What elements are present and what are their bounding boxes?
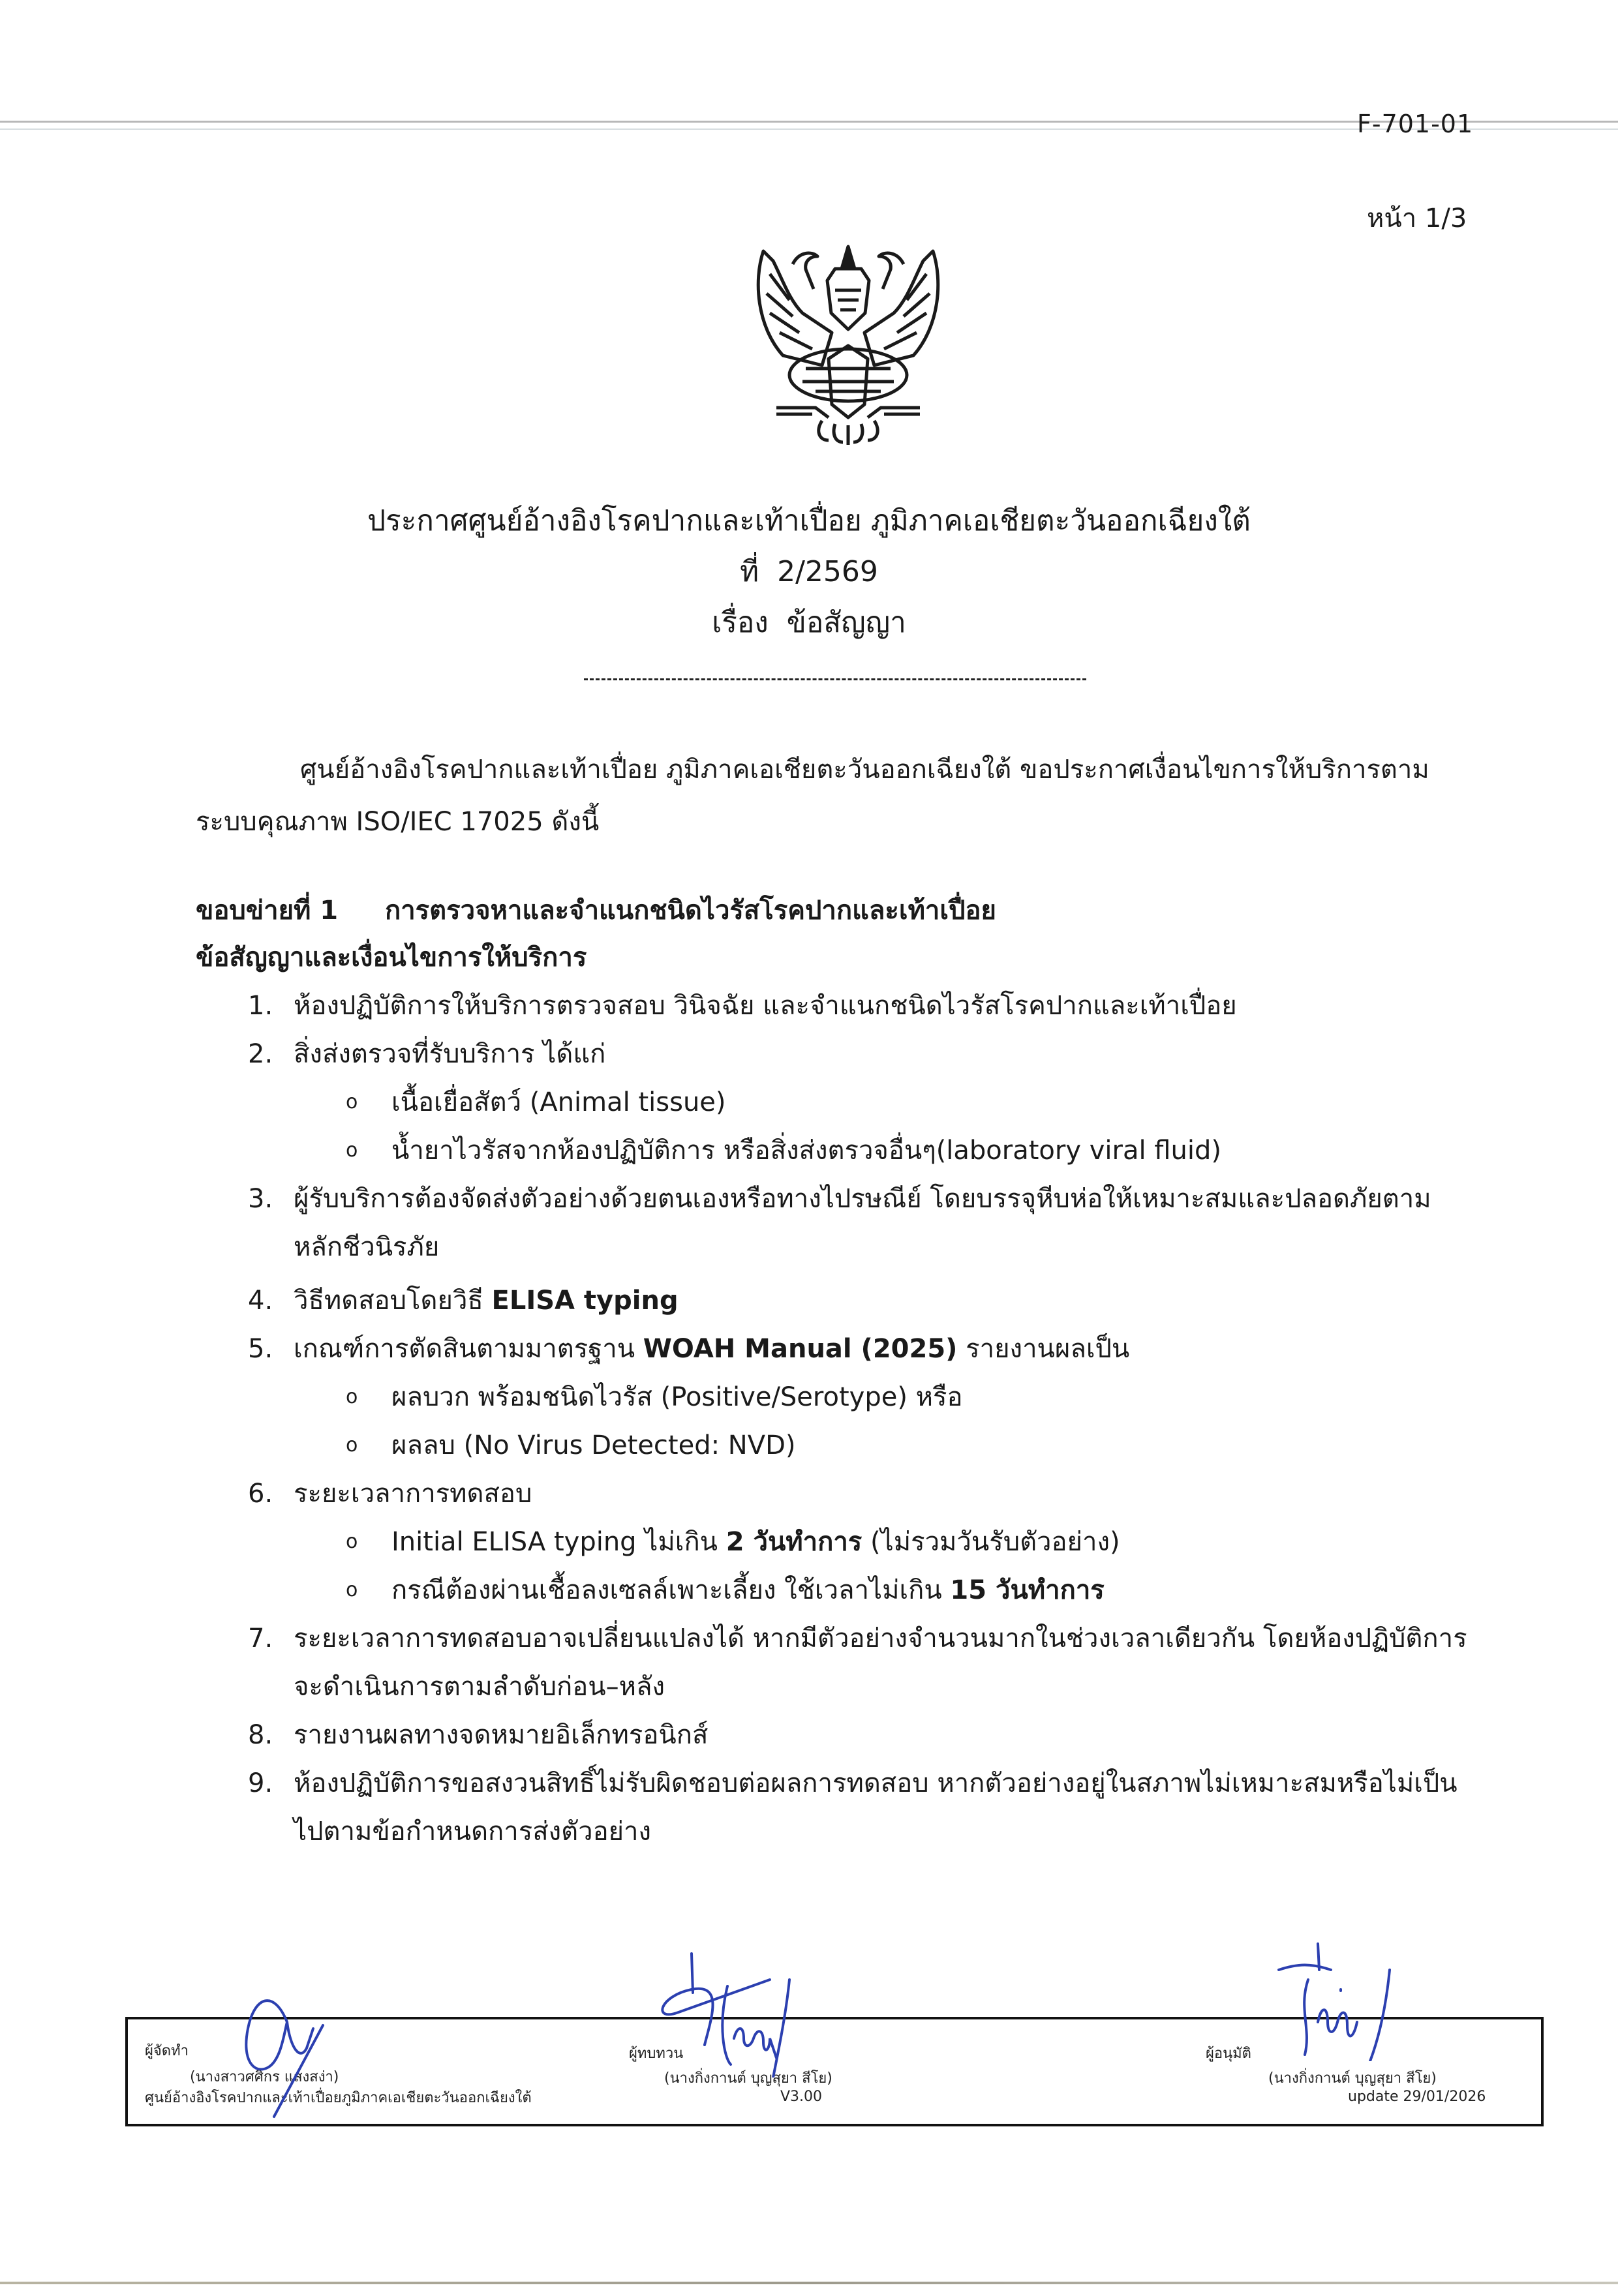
sub-list-item: o เนื้อเยื่อสัตว์ (Animal tissue): [196, 1078, 1474, 1126]
bullet-circle-icon: o: [346, 1578, 358, 1601]
sub-list-item: o กรณีต้องผ่านเชื้อลงเซลล์เพาะเลี้ยง ใช้เวลาไม่เกิน 15 วันทำการ: [196, 1566, 1474, 1614]
document-code: F-701-01: [1357, 110, 1474, 138]
approved-by-label: ผู้อนุมัติ: [1206, 2046, 1251, 2062]
prepared-by-label: ผู้จัดทำ: [145, 2043, 189, 2059]
announcement-title: [0, 496, 1618, 648]
page-number: หน้า 1/3: [1367, 204, 1467, 234]
scan-bottom-edge: [0, 2282, 1618, 2284]
list-item: 6. ระยะเวลาการทดสอบ: [248, 1479, 532, 1509]
signature-preparer-icon: [209, 1989, 326, 2120]
sub-list-item: o น้ำยาไวรัสจากห้องปฏิบัติการ หรือสิ่งส่งตรวจอื่นๆ(laboratory viral fluid): [196, 1126, 1474, 1175]
list-item: 1. ห้องปฏิบัติการให้บริการตรวจสอบ วินิจฉัย และจำแนกชนิดไวรัสโรคปากและเท้าเปื่อย: [248, 991, 1237, 1021]
scope-section-heading: [196, 887, 996, 981]
list-item: 4. วิธีทดสอบโดยวิธี ELISA typing: [248, 1286, 679, 1316]
title-organization: ประกาศศูนย์อ้างอิงโรคปากและเท้าเปื่อย ภูมิภาคเอเชียตะวันออกเฉียงใต้: [367, 504, 1251, 537]
title-number: ที่ 2/2569: [740, 555, 878, 588]
dashed-divider: [584, 678, 1086, 680]
approved-by-name: (นางกิ่งกานต์ บุญสุยา สีโย): [1268, 2070, 1437, 2087]
scope-number: ขอบข่ายที่ 1: [196, 896, 339, 926]
bullet-circle-icon: o: [346, 1139, 358, 1162]
list-item: 2. สิ่งส่งตรวจที่รับบริการ ได้แก่: [248, 1039, 606, 1069]
list-item: 8. รายงานผลทางจดหมายอิเล็กทรอนิกส์: [248, 1720, 709, 1750]
title-subject: เรื่อง ข้อสัญญา: [712, 606, 906, 639]
bullet-circle-icon: o: [346, 1385, 358, 1408]
reviewed-by-name: (นางกิ่งกานต์ บุญสุยา สีโย): [664, 2070, 832, 2087]
scope-title: การตรวจหาและจำแนกชนิดไวรัสโรคปากและเท้าเปื่อย: [385, 896, 996, 926]
version-label: V3.00: [780, 2089, 823, 2105]
prepared-by-organization: ศูนย์อ้างอิงโรคปากและเท้าเปื่อยภูมิภาคเอเชียตะวันออกเฉียงใต้: [145, 2090, 532, 2106]
bullet-circle-icon: o: [346, 1530, 358, 1553]
bullet-circle-icon: o: [346, 1434, 358, 1457]
list-item: 3. ผู้รับบริการต้องจัดส่งตัวอย่างด้วยตนเองหรือทางไปรษณีย์ โดยบรรจุหีบห่อให้เหมาะสมและปลอดภัยตามหลักชีวนิรภัย: [248, 1184, 1431, 1262]
list-item: 7. ระยะเวลาการทดสอบอาจเปลี่ยนแปลงได้ หากมีตัวอย่างจำนวนมากในช่วงเวลาเดียวกัน โดยห้องปฏิบัติการจะดำเนินการตามลำดับก่อน–หลัง: [248, 1624, 1467, 1702]
list-item: 9. ห้องปฏิบัติการขอสงวนสิทธิ์ไม่รับผิดชอบต่อผลการทดสอบ หากตัวอย่างอยู่ในสภาพไม่เหมาะสมหรือไม่เป็นไปตามข้อกำหนดการส่งตัวอย่าง: [248, 1768, 1458, 1847]
list-item: 5. เกณฑ์การตัดสินตามมาตรฐาน WOAH Manual (2025) รายงานผลเป็น: [248, 1334, 1130, 1364]
sub-list-item: o ผลลบ (No Virus Detected: NVD): [196, 1421, 1474, 1470]
conditions-heading: ข้อสัญญาและเงื่อนไขการให้บริการ: [196, 943, 587, 973]
sub-list-item: o ผลบวก พร้อมชนิดไวรัส (Positive/Serotype) หรือ: [196, 1373, 1474, 1421]
update-date: update 29/01/2026: [1348, 2089, 1486, 2105]
garuda-emblem-icon: [744, 235, 953, 450]
signature-approver-icon: [1272, 1931, 1416, 2061]
intro-paragraph: ศูนย์อ้างอิงโรคปากและเท้าเปื่อย ภูมิภาคเอเชียตะวันออกเฉียงใต้ ขอประกาศเงื่อนไขการให้บริการตามระบบคุณภาพ ISO/IEC 17025 ดังนี้: [196, 755, 1429, 837]
prepared-by-name: (นางสาวศศิกร แสงสง่า): [190, 2069, 339, 2085]
bullet-circle-icon: o: [346, 1091, 358, 1113]
signature-reviewer-icon: [652, 1947, 796, 2077]
reviewed-by-label: ผู้ทบทวน: [629, 2046, 684, 2062]
sub-list-item: o Initial ELISA typing ไม่เกิน 2 วันทำการ (ไม่รวมวันรับตัวอย่าง): [196, 1518, 1474, 1566]
conditions-list: [196, 982, 1474, 1856]
